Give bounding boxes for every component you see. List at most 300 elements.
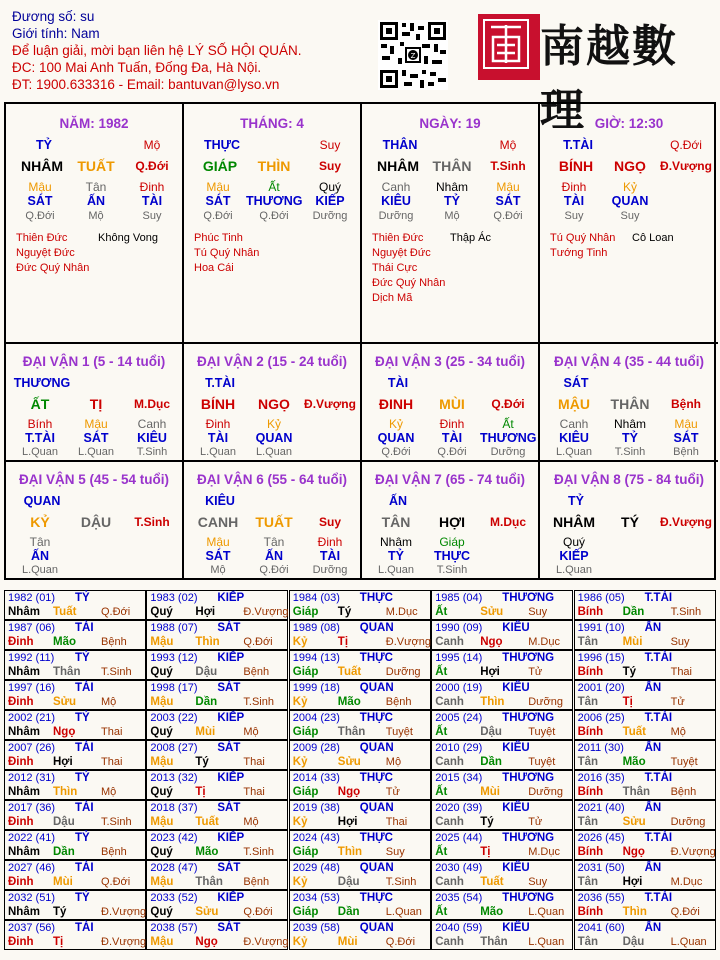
year-ten-god: T.TÀI xyxy=(644,592,673,604)
year-branch: Dần xyxy=(337,906,360,918)
year-stem: Đinh xyxy=(8,636,34,648)
pillar-title: NĂM: 1982 xyxy=(59,116,129,131)
year-branch: Hợi xyxy=(53,756,73,768)
year-ten-god: QUAN xyxy=(359,622,394,634)
pillar-ten-god: TỶ xyxy=(36,138,52,152)
hidden-stem: Ất xyxy=(268,180,280,194)
auspicious-star: Hoa Cái xyxy=(194,262,234,274)
year-ten-god: T.TÀI xyxy=(644,892,673,904)
year-cell xyxy=(574,680,716,710)
year-cell xyxy=(4,770,146,800)
year-stage: T.Sinh xyxy=(101,666,132,678)
dai-van-ten-god: T.TÀI xyxy=(205,376,235,390)
year-stage: Tử xyxy=(528,666,543,678)
year-stem: Đinh xyxy=(8,696,34,708)
year-stem: Kỷ xyxy=(292,696,308,708)
year-label: 2005 (24) xyxy=(435,712,483,724)
year-branch: Mão xyxy=(337,696,361,708)
year-cell xyxy=(574,740,716,770)
year-stage: Q.Đới xyxy=(243,906,273,918)
dai-van-life-stage: Q.Đới xyxy=(437,446,467,458)
year-ten-god: QUAN xyxy=(359,862,394,874)
dai-van-hidden-stem: Đinh xyxy=(439,417,465,431)
year-label: 1995 (14) xyxy=(435,652,483,664)
dai-van-hidden-stem: Đinh xyxy=(317,535,343,549)
dai-van-branch: THÂN xyxy=(610,396,650,412)
year-stem: Kỷ xyxy=(292,936,308,948)
year-cell xyxy=(289,800,431,830)
year-label: 1986 (05) xyxy=(577,592,625,604)
year-branch: Tị xyxy=(622,696,633,708)
dai-van-life-stage: T.Sinh xyxy=(136,446,168,458)
year-ten-god: TỶ xyxy=(75,832,90,844)
hidden-stem: Đinh xyxy=(139,180,165,194)
year-cell xyxy=(4,740,146,770)
year-stem: Bính xyxy=(577,606,604,618)
dai-van-hidden-stem: Tân xyxy=(263,535,285,549)
hidden-ten-god: KIÊU xyxy=(381,194,411,208)
dai-van-cell xyxy=(6,342,184,460)
year-ten-god: QUAN xyxy=(359,922,394,934)
year-branch: Thìn xyxy=(53,786,78,798)
year-branch: Mùi xyxy=(195,726,216,738)
dai-van-stage: Q.Đới xyxy=(491,397,525,411)
year-branch: Sửu xyxy=(53,696,77,708)
year-stage: Q.Đới xyxy=(670,906,700,918)
pillar-stem: BÍNH xyxy=(558,158,594,174)
hidden-ten-god: SÁT xyxy=(27,194,53,208)
dai-van-cell xyxy=(184,460,362,580)
gender: Giới tính: Nam xyxy=(12,26,100,41)
pillar-ten-god: THÂN xyxy=(382,138,418,152)
year-label: 2010 (29) xyxy=(435,742,483,754)
year-branch: Dần xyxy=(53,846,75,858)
pillar-column xyxy=(540,104,718,342)
year-stage: Bệnh xyxy=(243,666,270,678)
pillar-relation: Mộ xyxy=(143,138,161,152)
dai-van-hidden-stem: Bính xyxy=(27,417,53,431)
dai-van-stage: M.Dục xyxy=(490,515,526,529)
year-cell xyxy=(4,650,146,680)
year-branch: Tý xyxy=(53,906,67,918)
year-stem: Đinh xyxy=(8,756,34,768)
auspicious-star: Thiên Đức xyxy=(372,232,424,244)
year-stem: Giáp xyxy=(292,906,319,918)
year-cell xyxy=(431,800,573,830)
year-cell xyxy=(146,740,288,770)
year-ten-god: TỶ xyxy=(75,592,90,604)
year-cell xyxy=(574,620,716,650)
year-stem: Đinh xyxy=(8,936,34,948)
dai-van-stem: MẬU xyxy=(558,396,590,412)
year-ten-god: SÁT xyxy=(217,742,241,754)
year-stem: Canh xyxy=(435,876,464,888)
dai-van-hidden-god: THỰC xyxy=(433,549,471,563)
year-stage: Tử xyxy=(385,786,400,798)
year-cell xyxy=(289,740,431,770)
year-ten-god: SÁT xyxy=(217,622,241,634)
year-cell xyxy=(431,620,573,650)
year-label: 1985 (04) xyxy=(435,592,483,604)
year-stage: Q.Đới xyxy=(101,876,131,888)
year-stem: Tân xyxy=(577,936,599,948)
life-stage: Q.Đới xyxy=(203,210,233,222)
year-cell xyxy=(146,800,288,830)
year-branch: Tý xyxy=(195,756,209,768)
hidden-stem: Mậu xyxy=(206,180,230,194)
dai-van-life-stage: L.Quan xyxy=(199,446,237,458)
year-stem: Quý xyxy=(150,606,173,618)
year-stage: Mộ xyxy=(101,786,117,798)
year-ten-god: KIÊU xyxy=(502,742,530,754)
year-branch: Hợi xyxy=(337,816,358,828)
dai-van-hidden-god: TÀI xyxy=(207,431,229,445)
year-stage: Đ.Vượng xyxy=(101,906,147,918)
year-branch: Tuất xyxy=(337,666,362,678)
year-cell xyxy=(431,770,573,800)
dai-van-ten-god: ẤN xyxy=(388,494,408,508)
year-label: 1988 (07) xyxy=(150,622,198,634)
year-branch: Ngọ xyxy=(622,846,645,858)
year-stem: Tân xyxy=(577,696,599,708)
dai-van-stem: CANH xyxy=(197,514,239,530)
pillar-relation-2: T.Sinh xyxy=(490,159,526,173)
dai-van-stage: Suy xyxy=(318,515,341,529)
hidden-stem: Nhâm xyxy=(435,180,468,194)
dai-van-ten-god: THƯƠNG xyxy=(13,376,71,390)
dai-van-stage: Đ.Vượng xyxy=(304,397,356,411)
year-stage: Suy xyxy=(670,636,690,648)
year-branch: Dần xyxy=(195,696,218,708)
year-branch: Tị xyxy=(337,636,349,648)
year-label: 2012 (31) xyxy=(8,772,56,784)
year-ten-god: KIÊU xyxy=(502,802,530,814)
dai-van-title: ĐẠI VẬN 4 (35 - 44 tuổi) xyxy=(553,354,705,369)
dai-van-life-stage: T.Sinh xyxy=(436,564,468,576)
year-ten-god: THỰC xyxy=(359,772,393,784)
dai-van-stage: Đ.Vượng xyxy=(660,515,712,529)
year-ten-god: KIẾP xyxy=(217,832,245,844)
pillar-relation: Mộ xyxy=(499,138,517,152)
year-label: 2039 (58) xyxy=(292,922,340,934)
contact-message: Để luận giải, mời bạn liên hệ LÝ SỐ HỘI QUÁN. xyxy=(12,43,302,58)
year-branch: Tý xyxy=(480,816,494,828)
dai-van-hidden-god: SÁT xyxy=(83,431,109,445)
year-stage: Dưỡng xyxy=(528,786,563,798)
dai-van-hidden-stem: Mậu xyxy=(674,417,698,431)
year-ten-god: QUAN xyxy=(359,682,394,694)
year-branch: Sửu xyxy=(195,906,219,918)
dai-van-hidden-stem: Ất xyxy=(502,417,514,431)
dai-van-hidden-stem: Giáp xyxy=(439,535,465,549)
year-ten-god: KIẾP xyxy=(217,652,245,664)
year-stem: Kỷ xyxy=(292,816,308,828)
year-label: 2002 (21) xyxy=(8,712,56,724)
qr-code-icon xyxy=(378,20,448,90)
year-branch: Dậu xyxy=(622,936,645,948)
year-stage: Bệnh xyxy=(101,846,127,858)
year-cell xyxy=(146,620,288,650)
year-ten-god: THƯƠNG xyxy=(502,592,555,604)
year-ten-god: TÀI xyxy=(75,862,94,874)
year-label: 2034 (53) xyxy=(292,892,340,904)
year-branch: Thân xyxy=(480,936,508,948)
dai-van-life-stage: L.Quan xyxy=(77,446,115,458)
auspicious-star: Đức Quý Nhân xyxy=(16,262,90,274)
year-ten-god: KIẾP xyxy=(217,892,245,904)
year-stage: T.Sinh xyxy=(670,606,702,618)
year-label: 2037 (56) xyxy=(8,922,56,934)
hidden-ten-god: TÀI xyxy=(141,194,163,208)
year-cell xyxy=(4,800,146,830)
year-cell xyxy=(431,740,573,770)
year-label: 1991 (10) xyxy=(577,622,625,634)
dai-van-hidden-stem: Canh xyxy=(559,417,589,431)
year-stage: T.Sinh xyxy=(243,846,274,858)
year-branch: Tý xyxy=(622,666,637,678)
phone-email: ĐT: 1900.633316 - Email: bantuvan@lyso.vn xyxy=(12,77,280,92)
year-stage: Suy xyxy=(385,846,405,858)
year-stem: Canh xyxy=(435,936,464,948)
year-cell xyxy=(431,680,573,710)
year-cell xyxy=(289,920,431,950)
year-label: 2013 (32) xyxy=(150,772,198,784)
year-cell xyxy=(4,590,146,620)
year-stage: Thai xyxy=(385,816,408,828)
year-label: 2029 (48) xyxy=(292,862,340,874)
year-ten-god: KIÊU xyxy=(502,862,530,874)
year-branch: Mùi xyxy=(480,786,500,798)
year-cell xyxy=(4,920,146,950)
year-cell xyxy=(431,590,573,620)
year-stage: Dưỡng xyxy=(385,666,421,678)
year-cell xyxy=(431,710,573,740)
year-branch: Ngọ xyxy=(53,726,76,738)
year-label: 2041 (60) xyxy=(577,922,625,934)
year-stem: Quý xyxy=(150,726,173,738)
year-cell xyxy=(146,710,288,740)
year-branch: Thân xyxy=(53,666,81,678)
life-stage: Q.Đới xyxy=(493,210,523,222)
dai-van-branch: HỢI xyxy=(439,514,465,530)
year-cell xyxy=(146,650,288,680)
year-cell xyxy=(431,830,573,860)
year-ten-god: TỶ xyxy=(75,652,90,664)
year-cell xyxy=(574,650,716,680)
year-stage: Tuyệt xyxy=(670,756,698,768)
year-stem: Canh xyxy=(435,756,464,768)
hidden-stem: Canh xyxy=(381,180,411,194)
auspicious-star: Dịch Mã xyxy=(372,292,413,304)
year-label: 2001 (20) xyxy=(577,682,625,694)
year-cell xyxy=(289,890,431,920)
year-label: 2035 (54) xyxy=(435,892,483,904)
dai-van-life-stage: Q.Đới xyxy=(381,446,411,458)
year-cell xyxy=(574,770,716,800)
dai-van-stem: TÂN xyxy=(381,514,411,530)
year-stage: Đ.Vượng xyxy=(243,606,289,618)
dai-van-ten-god: SÁT xyxy=(563,376,589,390)
life-stage: Suy xyxy=(142,210,162,222)
hidden-ten-god: SÁT xyxy=(205,194,231,208)
year-label: 2003 (22) xyxy=(150,712,198,724)
address: ĐC: 100 Mai Anh Tuấn, Đống Đa, Hà Nội. xyxy=(12,60,262,75)
year-branch: Mão xyxy=(53,636,76,648)
year-label: 2020 (39) xyxy=(435,802,483,814)
year-cell xyxy=(574,590,716,620)
year-branch: Dậu xyxy=(53,816,75,828)
year-label: 1982 (01) xyxy=(8,592,56,604)
year-branch: Thân xyxy=(622,786,651,798)
special-star: Cô Loan xyxy=(632,232,674,244)
year-cell xyxy=(289,830,431,860)
year-stage: Mộ xyxy=(243,726,259,738)
year-cell xyxy=(4,860,146,890)
year-stem: Canh xyxy=(435,696,464,708)
life-stage: Q.Đới xyxy=(25,210,55,222)
year-cell xyxy=(146,680,288,710)
dai-van-branch: TÝ xyxy=(621,514,639,530)
auspicious-star: Nguyệt Đức xyxy=(16,247,75,259)
year-cell xyxy=(289,620,431,650)
dai-van-title: ĐẠI VẬN 2 (15 - 24 tuổi) xyxy=(196,354,348,369)
year-branch: Mão xyxy=(480,906,504,918)
dai-van-stem: ẤT xyxy=(30,396,50,412)
year-ten-god: ẤN xyxy=(644,682,662,694)
year-cell xyxy=(289,860,431,890)
pillar-title: NGÀY: 19 xyxy=(419,116,481,131)
year-stem: Mậu xyxy=(150,636,174,648)
pillar-ten-god: THỰC xyxy=(203,138,241,152)
year-cell xyxy=(146,770,288,800)
year-branch: Ngọ xyxy=(195,936,218,948)
year-stem: Quý xyxy=(150,666,173,678)
year-ten-god: TỶ xyxy=(75,712,90,724)
hidden-stem: Quý xyxy=(318,180,341,194)
year-cell xyxy=(574,710,716,740)
life-stage: Suy xyxy=(564,210,584,222)
dai-van-life-stage: Mộ xyxy=(210,564,226,576)
year-stem: Nhâm xyxy=(8,606,40,618)
year-label: 2032 (51) xyxy=(8,892,56,904)
dai-van-life-stage: Dưỡng xyxy=(312,564,348,576)
dai-van-hidden-stem: Nhâm xyxy=(613,417,646,431)
year-ten-god: THỰC xyxy=(359,892,393,904)
year-stem: Ất xyxy=(435,906,448,918)
life-stage: Q.Đới xyxy=(259,210,289,222)
year-ten-god: KIÊU xyxy=(502,922,530,934)
year-ten-god: THỰC xyxy=(359,652,393,664)
year-stage: Mộ xyxy=(670,726,686,738)
year-label: 1987 (06) xyxy=(8,622,56,634)
year-label: 1998 (17) xyxy=(150,682,198,694)
year-label: 1996 (15) xyxy=(577,652,625,664)
year-label: 1992 (11) xyxy=(8,652,55,664)
auspicious-star: Phúc Tinh xyxy=(194,232,243,244)
year-stage: M.Dục xyxy=(385,606,418,618)
life-stage: Dưỡng xyxy=(378,210,414,222)
year-label: 2009 (28) xyxy=(292,742,340,754)
year-label: 2025 (44) xyxy=(435,832,483,844)
dai-van-cell xyxy=(540,342,718,460)
year-cell xyxy=(146,830,288,860)
year-label: 2023 (42) xyxy=(150,832,198,844)
dai-van-hidden-god: SÁT xyxy=(205,549,231,563)
year-stage: M.Dục xyxy=(528,846,560,858)
year-ten-god: THƯƠNG xyxy=(502,652,555,664)
year-stage: Đ.Vượng xyxy=(101,936,147,948)
year-stem: Tân xyxy=(577,876,599,888)
dai-van-life-stage: L.Quan xyxy=(21,564,59,576)
hidden-ten-god: ẤN xyxy=(86,194,106,208)
pillar-title: GIỜ: 12:30 xyxy=(594,116,664,131)
year-stem: Mậu xyxy=(150,696,174,708)
pillar-branch: TUẤT xyxy=(77,158,115,174)
dai-van-hidden-stem: Đinh xyxy=(205,417,231,431)
dai-van-hidden-god: QUAN xyxy=(377,431,415,445)
dai-van-ten-god: TÀI xyxy=(387,376,409,390)
year-branch: Mão xyxy=(195,846,219,858)
dai-van-branch: DẬU xyxy=(80,514,112,530)
year-branch: Tuất xyxy=(480,876,504,888)
year-stage: Mộ xyxy=(243,816,259,828)
year-label: 2022 (41) xyxy=(8,832,56,844)
year-label: 1997 (16) xyxy=(8,682,56,694)
year-stem: Nhâm xyxy=(8,906,40,918)
year-ten-god: SÁT xyxy=(217,922,241,934)
hidden-stem: Tân xyxy=(85,180,107,194)
year-stage: L.Quan xyxy=(670,936,707,948)
year-cell xyxy=(574,830,716,860)
dai-van-stem: NHÂM xyxy=(553,514,595,530)
year-stage: Tuyệt xyxy=(385,726,413,738)
dai-van-hidden-god: T.TÀI xyxy=(25,431,55,445)
year-ten-god: T.TÀI xyxy=(644,832,673,844)
year-branch: Sửu xyxy=(337,756,361,768)
year-stage: Q.Đới xyxy=(385,936,416,948)
year-stage: Tuyệt xyxy=(528,726,556,738)
year-ten-god: SÁT xyxy=(217,862,241,874)
year-label: 2019 (38) xyxy=(292,802,340,814)
hidden-ten-god: TÀI xyxy=(563,194,585,208)
year-cell xyxy=(431,650,573,680)
year-branch: Ngọ xyxy=(337,786,361,798)
red-seal-stamp xyxy=(478,14,540,80)
year-branch: Ngọ xyxy=(480,636,503,648)
year-label: 1999 (18) xyxy=(292,682,340,694)
year-stem: Quý xyxy=(150,846,173,858)
year-branch: Hợi xyxy=(622,876,643,888)
year-branch: Thân xyxy=(337,726,366,738)
dai-van-stem: BÍNH xyxy=(200,396,236,412)
year-stem: Tân xyxy=(577,816,599,828)
dai-van-branch: MÙI xyxy=(439,396,465,412)
year-branch: Thìn xyxy=(622,906,647,918)
dai-van-life-stage: T.Sinh xyxy=(614,446,646,458)
year-stage: Dưỡng xyxy=(528,696,563,708)
year-stage: Dưỡng xyxy=(670,816,706,828)
dai-van-ten-god: TỶ xyxy=(568,494,584,508)
dai-van-stage: M.Dục xyxy=(134,397,170,411)
year-stem: Nhâm xyxy=(8,666,40,678)
dai-van-ten-god: QUAN xyxy=(23,494,61,508)
year-ten-god: ẤN xyxy=(644,922,662,934)
year-label: 2038 (57) xyxy=(150,922,198,934)
dai-van-branch: NGỌ xyxy=(258,396,290,412)
year-branch: Tý xyxy=(337,606,352,618)
hidden-ten-god: QUAN xyxy=(611,194,649,208)
dai-van-life-stage: L.Quan xyxy=(555,564,593,576)
